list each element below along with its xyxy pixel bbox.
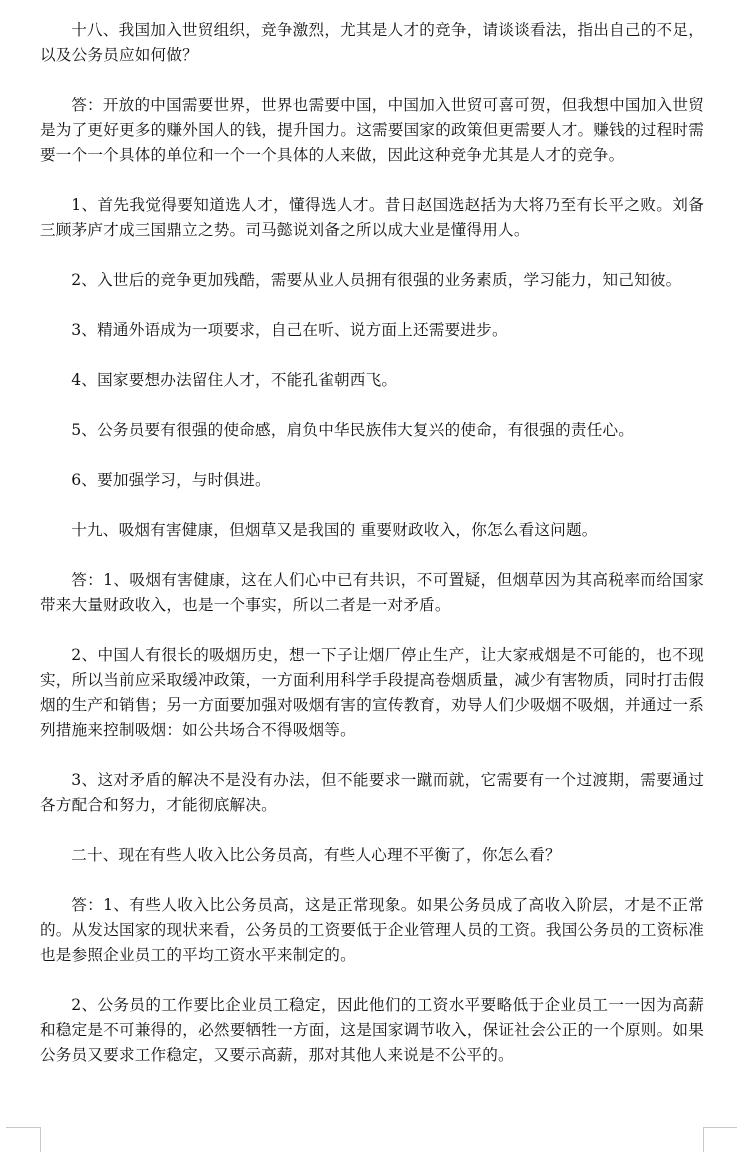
answer-18-point-4: 4、国家要想办法留住人才，不能孔雀朝西飞。 (71, 371, 398, 389)
answer-19-point-1: 答：1、吸烟有害健康，这在人们心中已有共识，不可置疑，但烟草因为其高税率而给国家带来大量财政收入，也是一个事实，所以二者是一对矛盾。 (40, 571, 704, 614)
page-corner-mark-left (6, 1127, 41, 1152)
answer-18-point-2: 2、入世后的竞争更加残酷，需要从业人员拥有很强的业务素质，学习能力，知己知彼。 (71, 271, 682, 289)
answer-19-point-2: 2、中国人有很长的吸烟历史，想一下子让烟厂停止生产，让大家戒烟是不可能的，也不现实，所以当前应采取缓冲政策，一方面利用科学手段提高卷烟质量，减少有害物质，同时打击假烟的生产和销售；另一方面要加强对吸烟有害的宣传教育，劝导人们少吸烟不吸烟，并通过一系列措施来控制吸烟：如公共场合不得吸烟等。 (40, 646, 704, 739)
answer-18-point-5: 5、公务员要有很强的使命感，肩负中华民族伟大复兴的使命，有很强的责任心。 (71, 421, 635, 439)
answer-18-point-6: 6、要加强学习，与时俱进。 (71, 471, 271, 489)
answer-18-point-1: 1、首先我觉得要知道选人才，懂得选人才。昔日赵国选赵括为大将乃至有长平之败。刘备三顾茅庐才成三国鼎立之势。司马懿说刘备之所以成大业是懂得用人。 (40, 196, 704, 239)
answer-19-point-3: 3、这对矛盾的解决不是没有办法，但不能要求一蹴而就，它需要有一个过渡期，需要通过各方配合和努力，才能彻底解决。 (40, 771, 704, 814)
answer-18-point-3: 3、精通外语成为一项要求，自己在听、说方面上还需要进步。 (71, 321, 508, 339)
document-body (40, 18, 704, 1093)
answer-18-intro: 答：开放的中国需要世界，世界也需要中国，中国加入世贸可喜可贺，但我想中国加入世贸是为了更好更多的赚外国人的钱，提升国力。这需要国家的政策但更需要人才。赚钱的过程时需要一个一个具体的单位和一个一个具体的人来做，因此这种竞争尤其是人才的竞争。 (40, 96, 704, 164)
question-20: 二十、现在有些人收入比公务员高，有些人心理不平衡了，你怎么看？ (71, 846, 561, 864)
question-19: 十九、吸烟有害健康，但烟草又是我国的 重要财政收入，你怎么看这问题。 (71, 521, 598, 539)
page-corner-mark-right (703, 1127, 737, 1152)
question-18: 十八、我国加入世贸组织，竞争激烈，尤其是人才的竞争，请谈谈看法，指出自己的不足，以及公务员应如何做？ (40, 21, 704, 64)
answer-20-point-1: 答：1、有些人收入比公务员高，这是正常现象。如果公务员成了高收入阶层，才是不正常的。从发达国家的现状来看，公务员的工资要低于企业管理人员的工资。我国公务员的工资标准也是参照企业员工的平均工资水平来制定的。 (40, 896, 704, 964)
answer-20-point-2: 2、公务员的工作要比企业员工稳定，因此他们的工资水平要略低于企业员工一一因为高薪和稳定是不可兼得的，必然要牺牲一方面，这是国家调节收入，保证社会公正的一个原则。如果公务员又要求工作稳定，又要示高薪，那对其他人来说是不公平的。 (40, 996, 704, 1064)
